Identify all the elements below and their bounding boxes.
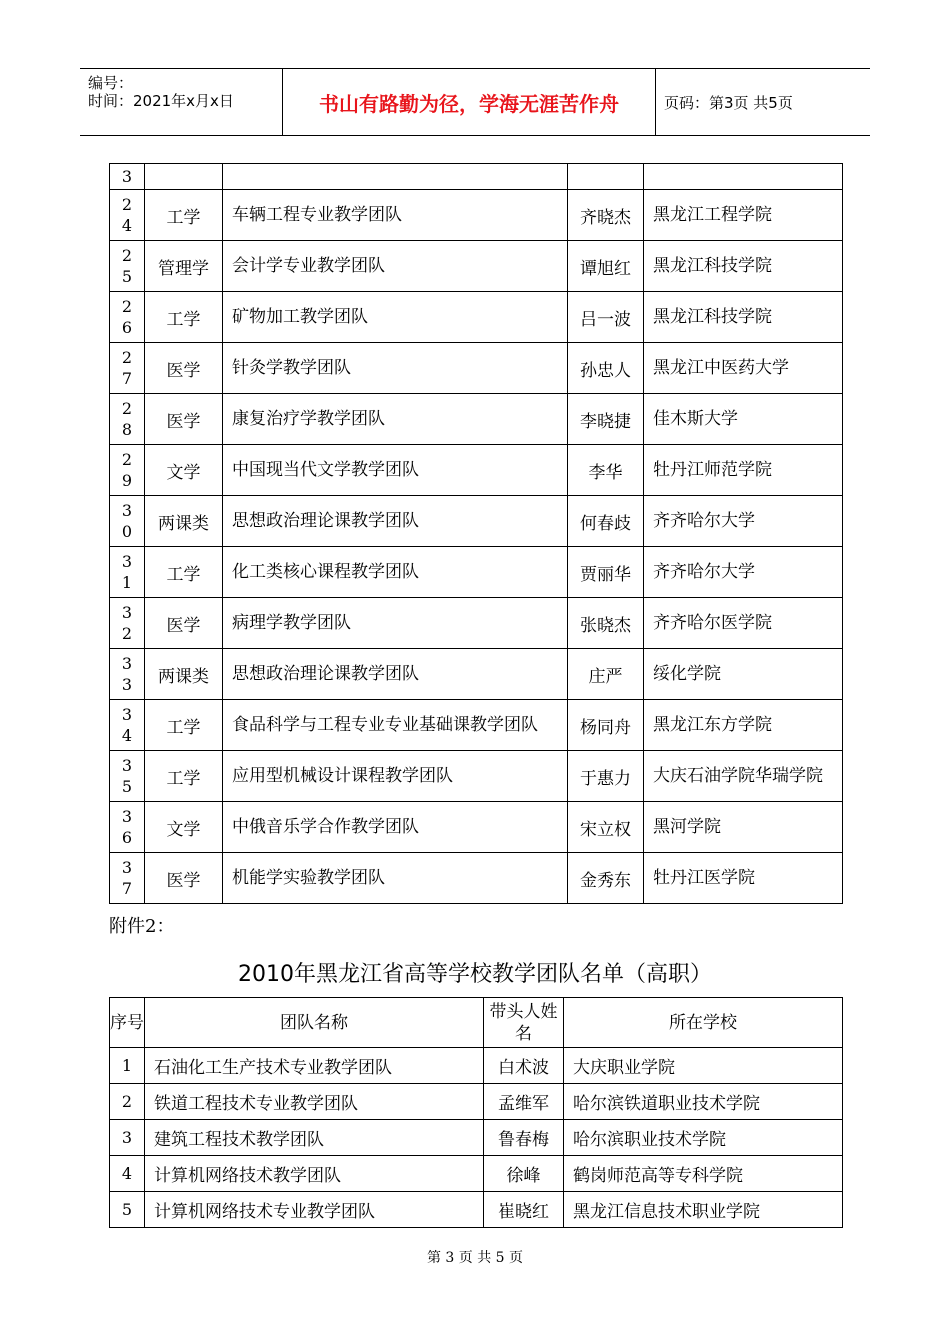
table-row	[110, 802, 843, 853]
row-school: 黑龙江中医药大学	[644, 343, 843, 394]
page-header	[80, 68, 870, 136]
row-category: 文学	[145, 802, 223, 853]
row-number	[110, 292, 145, 343]
table-row	[110, 394, 843, 445]
row-number	[110, 164, 145, 190]
row-leader: 贾丽华	[568, 547, 644, 598]
row-school: 大庆石油学院华瑞学院	[644, 751, 843, 802]
row-leader: 徐峰	[484, 1156, 564, 1192]
row-number-digit: 3	[121, 167, 133, 186]
section-title: 2010年黑龙江省高等学校教学团队名单（高职）	[238, 962, 712, 987]
row-number	[110, 700, 145, 751]
row-school: 鹤岗师范高等专科学院	[564, 1156, 843, 1192]
row-school: 齐齐哈尔医学院	[644, 598, 843, 649]
row-number: 4	[110, 1156, 145, 1192]
table-row	[110, 1156, 843, 1192]
header-motto: 书山有路勤为径，学海无涯苦作舟	[283, 69, 656, 135]
table-row	[110, 547, 843, 598]
row-school: 黑龙江东方学院	[644, 700, 843, 751]
table-row	[110, 292, 843, 343]
table-row	[110, 445, 843, 496]
row-number-digit: 3	[121, 675, 133, 694]
row-number-digit: 3	[121, 807, 133, 826]
attachment-label: 附件2：	[109, 916, 175, 937]
row-leader: 张晓杰	[568, 598, 644, 649]
row-number-digit: 3	[121, 756, 133, 775]
row-number-digit: 2	[121, 297, 133, 316]
row-leader: 金秀东	[568, 853, 644, 904]
row-team-name: 思想政治理论课教学团队	[223, 649, 568, 700]
table-row	[110, 343, 843, 394]
row-number	[110, 496, 145, 547]
row-school: 黑河学院	[644, 802, 843, 853]
row-team-name: 机能学实验教学团队	[223, 853, 568, 904]
row-number-digit: 4	[121, 726, 133, 745]
page-footer: 第 3 页 共 5 页	[426, 1250, 524, 1266]
table-row	[110, 649, 843, 700]
row-team-name: 中俄音乐学合作教学团队	[223, 802, 568, 853]
row-number	[110, 241, 145, 292]
row-number	[110, 802, 145, 853]
row-school: 佳木斯大学	[644, 394, 843, 445]
row-number	[110, 190, 145, 241]
table-row	[110, 164, 843, 190]
row-number-digit: 3	[121, 705, 133, 724]
row-leader: 吕一波	[568, 292, 644, 343]
row-school: 齐齐哈尔大学	[644, 547, 843, 598]
row-school: 哈尔滨职业技术学院	[564, 1120, 843, 1156]
table-row	[110, 241, 843, 292]
row-leader: 杨同舟	[568, 700, 644, 751]
row-leader: 李华	[568, 445, 644, 496]
row-team-name: 车辆工程专业教学团队	[223, 190, 568, 241]
row-school: 绥化学院	[644, 649, 843, 700]
row-leader: 孙忠人	[568, 343, 644, 394]
row-leader: 崔晓红	[484, 1192, 564, 1228]
row-team-name: 康复治疗学教学团队	[223, 394, 568, 445]
row-number-digit: 9	[121, 471, 133, 490]
row-category: 医学	[145, 394, 223, 445]
row-category: 工学	[145, 751, 223, 802]
row-team-name: 中国现当代文学教学团队	[223, 445, 568, 496]
header-meta-cell	[80, 69, 283, 135]
row-number-digit: 2	[121, 624, 133, 643]
row-school	[644, 164, 843, 190]
row-school: 牡丹江师范学院	[644, 445, 843, 496]
table-row	[110, 496, 843, 547]
row-leader: 孟维军	[484, 1084, 564, 1120]
row-category: 工学	[145, 547, 223, 598]
row-number-digit: 0	[121, 522, 133, 541]
row-number-digit: 3	[121, 654, 133, 673]
row-category: 工学	[145, 190, 223, 241]
row-leader: 李晓捷	[568, 394, 644, 445]
row-leader: 何春歧	[568, 496, 644, 547]
row-team-name: 应用型机械设计课程教学团队	[223, 751, 568, 802]
team-table-undergrad-body	[110, 164, 843, 904]
row-number: 3	[110, 1120, 145, 1156]
row-school: 大庆职业学院	[564, 1048, 843, 1084]
row-team-name: 计算机网络技术教学团队	[145, 1156, 484, 1192]
row-number	[110, 547, 145, 598]
row-number-digit: 6	[121, 828, 133, 847]
row-school: 黑龙江信息技术职业学院	[564, 1192, 843, 1228]
row-leader: 宋立权	[568, 802, 644, 853]
header-team: 团队名称	[145, 998, 484, 1048]
time-label: 时间：2021年x月x日	[88, 92, 234, 110]
row-number-digit: 2	[121, 348, 133, 367]
row-number-digit: 3	[121, 552, 133, 571]
row-category: 工学	[145, 700, 223, 751]
row-number	[110, 343, 145, 394]
row-number-digit: 3	[121, 858, 133, 877]
row-category: 管理学	[145, 241, 223, 292]
row-number	[110, 445, 145, 496]
row-number: 1	[110, 1048, 145, 1084]
table-row	[110, 751, 843, 802]
row-number: 5	[110, 1192, 145, 1228]
row-number-digit: 2	[121, 399, 133, 418]
row-team-name: 思想政治理论课教学团队	[223, 496, 568, 547]
team-table-vocational-body	[110, 998, 843, 1228]
row-team-name: 矿物加工教学团队	[223, 292, 568, 343]
header-school: 所在学校	[564, 998, 843, 1048]
row-team-name: 化工类核心课程教学团队	[223, 547, 568, 598]
row-team-name: 食品科学与工程专业专业基础课教学团队	[223, 700, 568, 751]
team-table-undergrad	[109, 163, 843, 904]
row-leader: 庄严	[568, 649, 644, 700]
row-leader: 齐晓杰	[568, 190, 644, 241]
row-leader: 鲁春梅	[484, 1120, 564, 1156]
row-number	[110, 649, 145, 700]
row-leader: 白术波	[484, 1048, 564, 1084]
table-row	[110, 190, 843, 241]
row-number-digit: 7	[121, 369, 133, 388]
row-school: 牡丹江医学院	[644, 853, 843, 904]
row-category: 文学	[145, 445, 223, 496]
row-number-digit: 2	[121, 246, 133, 265]
row-category	[145, 164, 223, 190]
row-number: 2	[110, 1084, 145, 1120]
row-leader: 于惠力	[568, 751, 644, 802]
row-number-digit: 6	[121, 318, 133, 337]
row-team-name: 石油化工生产技术专业教学团队	[145, 1048, 484, 1084]
row-school: 黑龙江科技学院	[644, 292, 843, 343]
row-team-name: 计算机网络技术专业教学团队	[145, 1192, 484, 1228]
table-row	[110, 1192, 843, 1228]
row-category: 两课类	[145, 649, 223, 700]
row-number	[110, 598, 145, 649]
row-team-name: 铁道工程技术专业教学团队	[145, 1084, 484, 1120]
row-number-digit: 4	[121, 216, 133, 235]
row-number-digit: 3	[121, 603, 133, 622]
row-number-digit: 3	[121, 501, 133, 520]
row-number-digit: 8	[121, 420, 133, 439]
row-number-digit: 2	[121, 195, 133, 214]
row-team-name: 会计学专业教学团队	[223, 241, 568, 292]
row-number	[110, 394, 145, 445]
table-row	[110, 1120, 843, 1156]
row-number-digit: 1	[121, 573, 133, 592]
team-table-vocational	[109, 997, 843, 1228]
row-number-digit: 5	[121, 777, 133, 796]
row-school: 哈尔滨铁道职业技术学院	[564, 1084, 843, 1120]
row-team-name: 针灸学教学团队	[223, 343, 568, 394]
row-number	[110, 853, 145, 904]
table-row	[110, 853, 843, 904]
row-school: 齐齐哈尔大学	[644, 496, 843, 547]
row-team-name: 建筑工程技术教学团队	[145, 1120, 484, 1156]
row-category: 医学	[145, 853, 223, 904]
table-row	[110, 700, 843, 751]
row-category: 工学	[145, 292, 223, 343]
row-number-digit: 7	[121, 879, 133, 898]
row-team-name	[223, 164, 568, 190]
row-category: 医学	[145, 343, 223, 394]
row-leader: 谭旭红	[568, 241, 644, 292]
row-team-name: 病理学教学团队	[223, 598, 568, 649]
row-school: 黑龙江科技学院	[644, 241, 843, 292]
row-number-digit: 2	[121, 450, 133, 469]
header-no: 序号	[110, 998, 145, 1048]
row-category: 两课类	[145, 496, 223, 547]
row-leader	[568, 164, 644, 190]
table-row	[110, 598, 843, 649]
number-label: 编号：	[88, 74, 134, 92]
row-number-digit: 5	[121, 267, 133, 286]
row-category: 医学	[145, 598, 223, 649]
header-leader: 带头人姓名	[484, 998, 564, 1048]
row-school: 黑龙江工程学院	[644, 190, 843, 241]
table-row	[110, 1084, 843, 1120]
table-row	[110, 1048, 843, 1084]
header-page-info: 页码：第3页 共5页	[664, 93, 793, 112]
table-header-row	[110, 998, 843, 1048]
row-number	[110, 751, 145, 802]
